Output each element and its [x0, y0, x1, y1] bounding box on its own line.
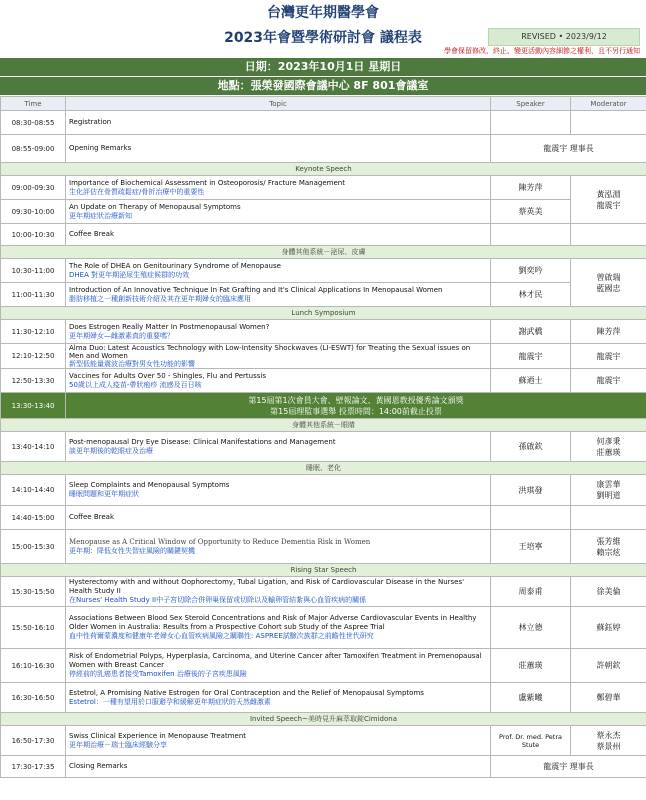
table-row	[1, 369, 646, 393]
topic-cell	[66, 224, 491, 246]
time-cell: 08:30-08:55	[1, 111, 66, 135]
section-row	[1, 462, 646, 475]
topic-zh: 血中性荷爾蒙濃度和健康年老婦女心血管疾病風險之關聯性: ASPREE試驗次族群之前瞻性世代研究	[69, 632, 374, 640]
topic-cell	[66, 756, 491, 778]
table-row	[1, 683, 646, 713]
speaker-cell: 龍震宇 理事長	[491, 756, 646, 778]
speaker-cell: 林才民	[491, 283, 571, 307]
speaker-cell: 周泰甫	[491, 577, 571, 607]
topic-cell	[66, 506, 491, 530]
time-cell: 12:50-13:30	[1, 369, 66, 393]
time-cell: 14:10-14:40	[1, 475, 66, 506]
moderator-cell: 陳芳萍	[571, 320, 646, 344]
speaker-cell: 龍震宇	[491, 344, 571, 369]
speaker-cell: 王培寧	[491, 530, 571, 564]
table-row	[1, 530, 646, 564]
topic-en: The Role of DHEA on Genitourinary Syndrome of Menopause	[69, 261, 281, 270]
date-bar: 日期：2023年10月1日 星期日	[0, 58, 646, 77]
topic-cell	[66, 649, 491, 683]
table-row	[1, 726, 646, 756]
speaker-cell: 莊蕙瑛	[491, 649, 571, 683]
speaker-cell: 蔡英美	[491, 200, 571, 224]
header	[0, 0, 646, 58]
speaker-cell: 謝武橋	[491, 320, 571, 344]
time-cell: 13:30-13:40	[1, 393, 66, 419]
topic-cell	[66, 475, 491, 506]
moderator-name: 張芳維	[596, 536, 621, 546]
section-row	[1, 307, 646, 320]
topic-zh: 更年期治療－瑞士臨床經驗分享	[69, 740, 167, 749]
time-cell: 09:00-09:30	[1, 176, 66, 200]
topic-en: Does Estrogen Really Matter In Postmenopausal Women?	[69, 322, 270, 331]
topic-zh: 新型低能量震波治療對男女性功能的影響	[69, 360, 195, 368]
topic-cell	[66, 432, 491, 462]
table-row	[1, 283, 646, 307]
topic-en: Menopause as A Critical Window of Opportunity to Reduce Dementia Risk in Women	[69, 537, 371, 546]
moderator-cell	[571, 475, 646, 506]
notice-text: 學會保留修改、終止、變更活動內容細節之權利，且不另行通知	[444, 47, 640, 55]
speaker-cell: 龍震宇 理事長	[491, 135, 646, 163]
time-cell: 16:30-16:50	[1, 683, 66, 713]
topic-en: Introduction of An Innovative Technique In Fat Grafting and It's Clinical Applications In Menopausal Women	[69, 285, 443, 294]
time-cell: 09:30-10:00	[1, 200, 66, 224]
col-speaker: Speaker	[491, 97, 571, 111]
topic-en: Hysterectomy with and without Oophorectomy, Tubal Ligation, and Risk of Cardiovascular Disease in the Nurses' Health Study II	[69, 578, 465, 595]
section-row	[1, 713, 646, 726]
moderator-cell	[571, 111, 646, 135]
topic-cell	[66, 683, 491, 713]
table-header	[1, 97, 646, 111]
col-time: Time	[1, 97, 66, 111]
speaker-cell	[491, 506, 571, 530]
time-cell: 15:30-15:50	[1, 577, 66, 607]
topic-cell	[66, 726, 491, 756]
topic-en: Post-menopausal Dry Eye Disease: Clinical Manifestations and Management	[69, 437, 336, 446]
topic-cell	[66, 176, 491, 200]
page-subtitle: 2023年會暨學術研討會 議程表	[224, 30, 422, 46]
speaker-cell: 孫啟欽	[491, 432, 571, 462]
section-label: Keynote Speech	[1, 163, 646, 176]
topic-en: Opening Remarks	[69, 144, 132, 152]
moderator-cell: 蘇鈺婷	[571, 607, 646, 649]
time-cell: 13:40-14:10	[1, 432, 66, 462]
speaker-cell	[491, 111, 571, 135]
topic-en: Importance of Biochemical Assessment in Osteoporosis/ Fracture Management	[69, 178, 345, 187]
time-cell: 11:00-11:30	[1, 283, 66, 307]
topic-cell	[66, 283, 491, 307]
topic-cell	[66, 577, 491, 607]
section-row	[1, 419, 646, 432]
topic-zh: 生化評估在骨質疏鬆症/骨折治療中的重要性	[69, 187, 205, 196]
moderator-cell	[571, 506, 646, 530]
section-label: Invited Speech~美時見升麻萃取錠Cimidona	[1, 713, 646, 726]
topic-zh: 睡眠問題和更年期症狀	[69, 490, 139, 498]
section-label: 睡眠、老化	[1, 462, 646, 475]
moderator-name: 藍國忠	[596, 283, 621, 293]
time-cell: 17:30-17:35	[1, 756, 66, 778]
topic-en: Registration	[69, 118, 112, 126]
section-label: 身體其他系統－泌尿、皮膚	[1, 246, 646, 259]
table-row	[1, 577, 646, 607]
topic-en: Sleep Complaints and Menopausal Symptoms	[69, 481, 230, 489]
topic-cell	[66, 320, 491, 344]
table-row	[1, 135, 646, 163]
time-cell: 14:40-15:00	[1, 506, 66, 530]
time-cell: 10:30-11:00	[1, 259, 66, 283]
moderator-cell	[571, 224, 646, 246]
assembly-line: 第15屆第1次會員大會、壁報論文、黃國恩教授優秀論文頒獎	[248, 395, 464, 405]
moderator-name: 蔡永杰	[596, 730, 621, 740]
moderator-cell	[571, 176, 646, 224]
section-label: 身體其他系統－眼睛	[1, 419, 646, 432]
time-cell: 15:50-16:10	[1, 607, 66, 649]
table-row	[1, 224, 646, 246]
table-row	[1, 756, 646, 778]
topic-zh: 脂肪移植之一種創新技術介紹及其在更年期婦女的臨床應用	[69, 294, 251, 303]
time-cell: 15:00-15:30	[1, 530, 66, 564]
moderator-cell: 許朝欽	[571, 649, 646, 683]
topic-en: Associations Between Blood Sex Steroid Concentrations and Risk of Major Adverse Cardiovascular Events in Healthy Older Women in Australia: Results from a Prospective Cohort sub Study of the Aspree Trial	[69, 614, 477, 631]
moderator-cell: 鄭碧華	[571, 683, 646, 713]
moderator-name: 賴宗炫	[596, 547, 621, 557]
speaker-cell: 陳芳萍	[491, 176, 571, 200]
topic-zh: 停經前的乳癌患者接受Tamoxifen 治療後的子宮疾患風險	[69, 670, 247, 678]
topic-zh: 在Nurses' Health Study II中子宮切除合併卵巢保留或切除以及輸卵管結紮與心血管疾病的關係	[69, 596, 367, 604]
speaker-cell: 盧紫曦	[491, 683, 571, 713]
page-title: 台灣更年期醫學會	[267, 5, 379, 21]
topic-cell	[66, 200, 491, 224]
moderator-cell	[571, 726, 646, 756]
table-row	[1, 649, 646, 683]
section-row	[1, 564, 646, 577]
topic-zh: 談更年期後的乾眼症及治療	[69, 446, 153, 455]
time-cell: 11:30-12:10	[1, 320, 66, 344]
venue-bar: 地點：張榮發國際會議中心 8F 801會議室	[0, 77, 646, 96]
section-row	[1, 163, 646, 176]
agenda-table	[0, 96, 646, 778]
moderator-cell	[571, 259, 646, 307]
table-row	[1, 200, 646, 224]
moderator-cell	[571, 432, 646, 462]
topic-zh: 50歲以上成人疫苗-帶狀疱疹 流感及百日咳	[69, 380, 202, 389]
topic-en: Swiss Clinical Experience in Menopause Treatment	[69, 731, 246, 740]
topic-zh: 更年期症狀治療新知	[69, 211, 132, 220]
moderator-cell: 龍震宇	[571, 369, 646, 393]
time-cell: 16:10-16:30	[1, 649, 66, 683]
table-row	[1, 111, 646, 135]
topic-zh: DHEA 對更年期泌尿生殖症候群的功效	[69, 270, 190, 279]
topic-cell	[66, 111, 491, 135]
speaker-cell: Prof. Dr. med. Petra Stute	[491, 726, 571, 756]
col-topic: Topic	[66, 97, 491, 111]
table-row	[1, 393, 646, 419]
speaker-cell: 劉奕吟	[491, 259, 571, 283]
topic-zh: Estetrol：一種有望用於口服避孕和緩解更年期症狀的天然雌激素	[69, 697, 271, 706]
moderator-name: 劉明道	[596, 491, 621, 500]
topic-zh: 更年期：降低女性失智症風險的關鍵契機	[69, 546, 195, 555]
table-row	[1, 320, 646, 344]
moderator-cell: 龍震宇	[571, 344, 646, 369]
topic-en: Vaccines for Adults Over 50 - Shingles, Flu and Pertussis	[69, 371, 266, 380]
speaker-cell	[491, 224, 571, 246]
topic-cell	[66, 607, 491, 649]
time-cell: 16:50-17:30	[1, 726, 66, 756]
col-moderator: Moderator	[571, 97, 646, 111]
section-row	[1, 246, 646, 259]
topic-en: Coffee Break	[69, 230, 115, 238]
speaker-cell: 蘇迺士	[491, 369, 571, 393]
moderator-name: 龍震宇	[596, 200, 621, 210]
time-cell: 10:00-10:30	[1, 224, 66, 246]
topic-en: An Update on Therapy of Menopausal Symptoms	[69, 202, 241, 211]
moderator-name: 莊蕙瑛	[596, 447, 621, 457]
moderator-name: 曾啟瑞	[596, 272, 621, 282]
table-row	[1, 475, 646, 506]
moderator-name: 何彥秉	[596, 436, 621, 446]
moderator-cell: 徐美倫	[571, 577, 646, 607]
topic-cell	[66, 135, 491, 163]
revised-badge: REVISED • 2023/9/12	[488, 28, 640, 46]
moderator-cell	[571, 530, 646, 564]
topic-zh: 更年期婦女—雌激素真的重要嗎？	[69, 331, 174, 340]
topic-en: Closing Remarks	[69, 762, 128, 770]
table-row	[1, 344, 646, 369]
table-row	[1, 506, 646, 530]
topic-cell	[66, 369, 491, 393]
table-row	[1, 176, 646, 200]
topic-cell	[66, 344, 491, 369]
speaker-cell: 洪琪發	[491, 475, 571, 506]
moderator-name: 蔡景州	[596, 741, 621, 751]
table-row	[1, 259, 646, 283]
topic-cell	[66, 393, 646, 419]
topic-en: Estetrol, A Promising Native Estrogen for Oral Contraception and the Relief of Menopausal Symptoms	[69, 688, 424, 697]
moderator-name: 康雲華	[596, 480, 621, 489]
section-label: Rising Star Speech	[1, 564, 646, 577]
speaker-cell: 林立德	[491, 607, 571, 649]
moderator-name: 黃泓淵	[596, 189, 621, 199]
time-cell: 12:10-12:50	[1, 344, 66, 369]
election-line: 第15屆理監事選舉 投票時間：14:00前截止投票	[270, 406, 442, 416]
table-row	[1, 432, 646, 462]
topic-en: Coffee Break	[69, 513, 115, 521]
table-row	[1, 607, 646, 649]
topic-cell	[66, 259, 491, 283]
section-label: Lunch Symposium	[1, 307, 646, 320]
topic-en: Alma Duo: Latest Acoustics Technology with Low-Intensity Shockwaves (LI-ESWT) for Treating the Sexual issues on Men and Women	[69, 344, 471, 360]
topic-en: Risk of Endometrial Polyps, Hyperplasia, Carcinoma, and Uterine Cancer after Tamoxifen Treatment in Premenopausal Women with Breast Cancer	[69, 652, 482, 669]
time-cell: 08:55-09:00	[1, 135, 66, 163]
topic-cell	[66, 530, 491, 564]
